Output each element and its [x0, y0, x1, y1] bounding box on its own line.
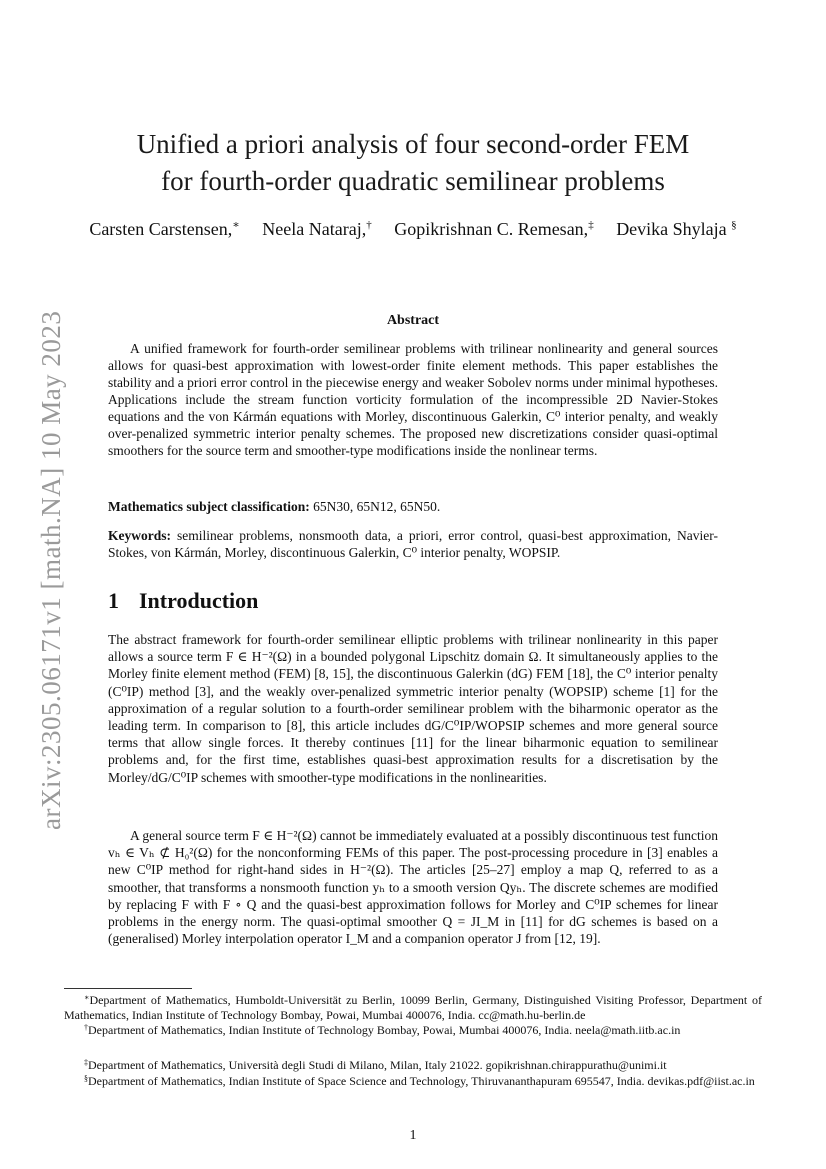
- author: Carsten Carstensen,∗: [89, 219, 240, 239]
- author: Gopikrishnan C. Remesan,‡: [394, 219, 594, 239]
- msc-value: 65N30, 65N12, 65N50.: [313, 499, 441, 514]
- abstract-text: A unified framework for fourth-order semilinear problems with trilinear nonlinearity and general sources allows for quasi-best approximation with lowest-order finite element methods. This paper establishes the stability and a priori error control in the piecewise energy and weaker Sobolev norms under minimal hypotheses. Applications include the stream function vorticity formulation of the incompressible 2D Navier-Stokes equations and the von Kármán equations with Morley, discontinuous Galerkin, C⁰ interior penalty, and weakly over-penalized symmetric interior penalty schemes. The proposed new discretizations consider quasi-optimal smoothers for the source term and smoother-type modifications inside the nonlinear terms.: [108, 341, 718, 458]
- keywords-value: semilinear problems, nonsmooth data, a priori, error control, quasi-best approximation, Navier-Stokes, von Kármán, Morley, discontinuous Galerkin, C⁰ interior penalty, WOPSIP.: [108, 528, 719, 560]
- section-title: Introduction: [139, 588, 259, 613]
- arxiv-identifier: arXiv:2305.06171v1 [math.NA] 10 May 2023: [36, 310, 66, 830]
- keywords-line: [108, 527, 718, 561]
- section-heading: [108, 588, 258, 614]
- section-number: 1: [108, 588, 119, 613]
- footnote: ∗Department of Mathematics, Humboldt-Universität zu Berlin, 10099 Berlin, Germany, Distinguished Visiting Professor, Department of Mathematics, Indian Institute of Technology Bombay, Powai, Mumbai 400076, India. cc@math.hu-berlin.de: [64, 993, 762, 1022]
- footnote: §Department of Mathematics, Indian Institute of Space Science and Technology, Thiruvananthapuram 695547, India. devikas.pdf@iist.ac.in: [84, 1074, 755, 1088]
- msc-line: [108, 498, 718, 515]
- author: Devika Shylaja §: [616, 219, 737, 239]
- footnote: ‡Department of Mathematics, Università degli Studi di Milano, Milan, Italy 21022. gopikrishnan.chirappurathu@unimi.it: [84, 1058, 667, 1072]
- msc-label: Mathematics subject classification:: [108, 499, 310, 514]
- title-line-2: for fourth-order quadratic semilinear problems: [161, 166, 665, 196]
- intro-paragraph-1: The abstract framework for fourth-order semilinear elliptic problems with trilinear nonlinearity in this paper allows a source term F ∈ H⁻²(Ω) in a bounded polygonal Lipschitz domain Ω. It simultaneously applies to the Morley finite element method (FEM) [8, 15], the discontinuous Galerkin (dG) FEM [18], the C⁰ interior penalty (C⁰IP) method [3], and the weakly over-penalized symmetric interior penalty (WOPSIP) scheme [1] for the approximation of a regular solution to a fourth-order semilinear problem with the biharmonic operator as the leading term. In comparison to [8], this article includes dG/C⁰IP/WOPSIP schemes and more general source terms that allow single forces. It thereby continues [11] for the linear biharmonic equation to semilinear problems and, for the first time, establishes quasi-best approximation results for a discretisation by the Morley/dG/C⁰IP schemes with smoother-type modifications in the nonlinearities.: [108, 632, 718, 785]
- title-line-1: Unified a priori analysis of four second-order FEM: [136, 129, 690, 159]
- keywords-label: Keywords:: [108, 528, 171, 543]
- author-list: [0, 217, 826, 241]
- intro-paragraph-2: A general source term F ∈ H⁻²(Ω) cannot be immediately evaluated at a possibly discontinuous test function vₕ ∈ Vₕ ⊄ H₀²(Ω) for the nonconforming FEMs of this paper. The post-processing procedure in [3] enables a new C⁰IP method for right-hand sides in H⁻²(Ω). The articles [25–27] employ a map Q, referred to as a smoother, that transforms a nonsmooth function yₕ to a smooth version Qyₕ. The discrete schemes are modified by replacing F with F ∘ Q and the quasi-best approximation follows for Morley and C⁰IP schemes for linear problems in the energy norm. The quasi-optimal smoother Q = JI_M in [11] for dG schemes is based on a (generalised) Morley interpolation operator I_M and a companion operator J from [12, 19].: [108, 828, 718, 947]
- author: Neela Nataraj,†: [262, 219, 372, 239]
- page-number: 1: [409, 1128, 417, 1143]
- paper-title: [0, 126, 826, 200]
- abstract-heading: Abstract: [386, 313, 440, 328]
- footnote: †Department of Mathematics, Indian Institute of Technology Bombay, Powai, Mumbai 400076, India. neela@math.iitb.ac.in: [84, 1023, 681, 1037]
- footnote-rule: [64, 988, 192, 989]
